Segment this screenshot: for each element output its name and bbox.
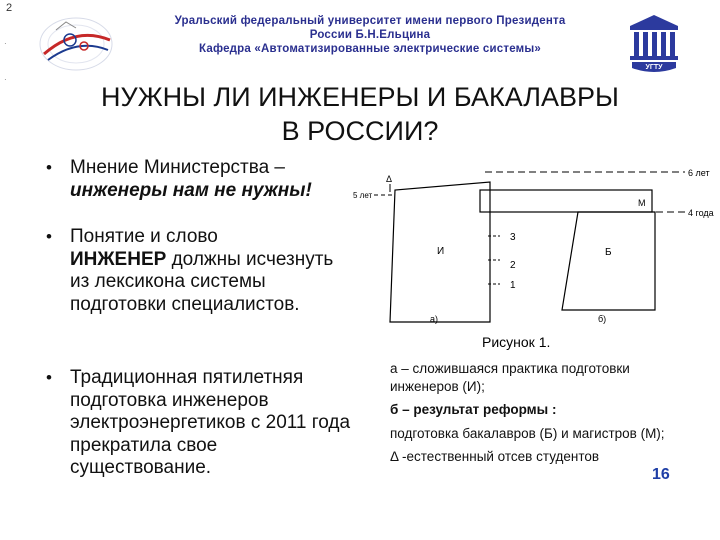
label-4goda: 4 года — [688, 208, 714, 218]
bullet-2-bold: ИНЖЕНЕР — [70, 248, 167, 270]
label-a: а) — [430, 314, 439, 324]
university-logo-right — [626, 12, 682, 76]
legend-b: б – результат реформы : — [390, 402, 557, 417]
bullet-2 — [46, 226, 350, 316]
figure-legend — [390, 360, 700, 472]
label-6let: 6 лет — [688, 168, 710, 178]
page-title — [30, 80, 690, 148]
bullet-2-rest: должны исчезнуть из лексикона системы подготовки специалистов. — [70, 248, 334, 315]
label-b: Б — [605, 247, 612, 258]
header-line-3: Кафедра «Автоматизированные электрические системы» — [199, 43, 541, 55]
margin-dot: · — [4, 39, 7, 48]
bullet-dot: • — [46, 227, 52, 246]
label-m: М — [638, 198, 646, 208]
label-tick-2: 2 — [510, 260, 516, 271]
bullet-1-line-2: инженеры нам не нужны! — [70, 179, 312, 201]
bullet-3-text: Традиционная пятилетняя подготовка инженеров электроэнергетиков с 2011 года прекратила свое существование. — [70, 367, 351, 478]
university-logo-left — [36, 10, 118, 74]
legend-delta: Δ -естественный отсев студентов — [390, 449, 600, 464]
label-5let: 5 лет — [353, 191, 373, 200]
bullet-dot: • — [46, 368, 52, 387]
header-line-2: России Б.Н.Ельцина — [309, 29, 431, 41]
label-delta: Δ — [386, 174, 393, 184]
masters-rect — [480, 190, 652, 212]
legend-a: а – сложившаяся практика подготовки инженеров (И); — [390, 361, 630, 394]
label-tick-1: 1 — [510, 280, 516, 291]
education-diagram — [350, 160, 720, 340]
bullet-1 — [46, 157, 370, 202]
svg-text:УГТУ: УГТУ — [645, 64, 663, 71]
corner-number: 2 — [6, 2, 13, 14]
bullet-3 — [46, 367, 360, 480]
title-line-2: В РОССИИ? — [281, 116, 439, 146]
page-number: 16 — [652, 466, 670, 483]
bullet-2-pre: Понятие и слово — [70, 226, 218, 247]
title-line-1: НУЖНЫ ЛИ ИНЖЕНЕРЫ И БАКАЛАВРЫ — [101, 82, 619, 112]
bachelors-shape — [562, 212, 655, 310]
label-tick-3: 3 — [510, 232, 516, 243]
bullet-dot: • — [46, 158, 52, 177]
margin-dot: · — [4, 75, 7, 84]
header-line-1: Уральский федеральный университет имени первого Президента — [174, 15, 566, 27]
bullet-1-line-1: Мнение Министерства – — [70, 157, 286, 178]
figure-caption: Рисунок 1. — [482, 334, 551, 350]
header — [140, 14, 600, 56]
legend-b-detail: подготовка бакалавров (Б) и магистров (М); — [390, 425, 665, 441]
label-b-sub: б) — [598, 314, 607, 324]
label-i: И — [437, 246, 445, 257]
